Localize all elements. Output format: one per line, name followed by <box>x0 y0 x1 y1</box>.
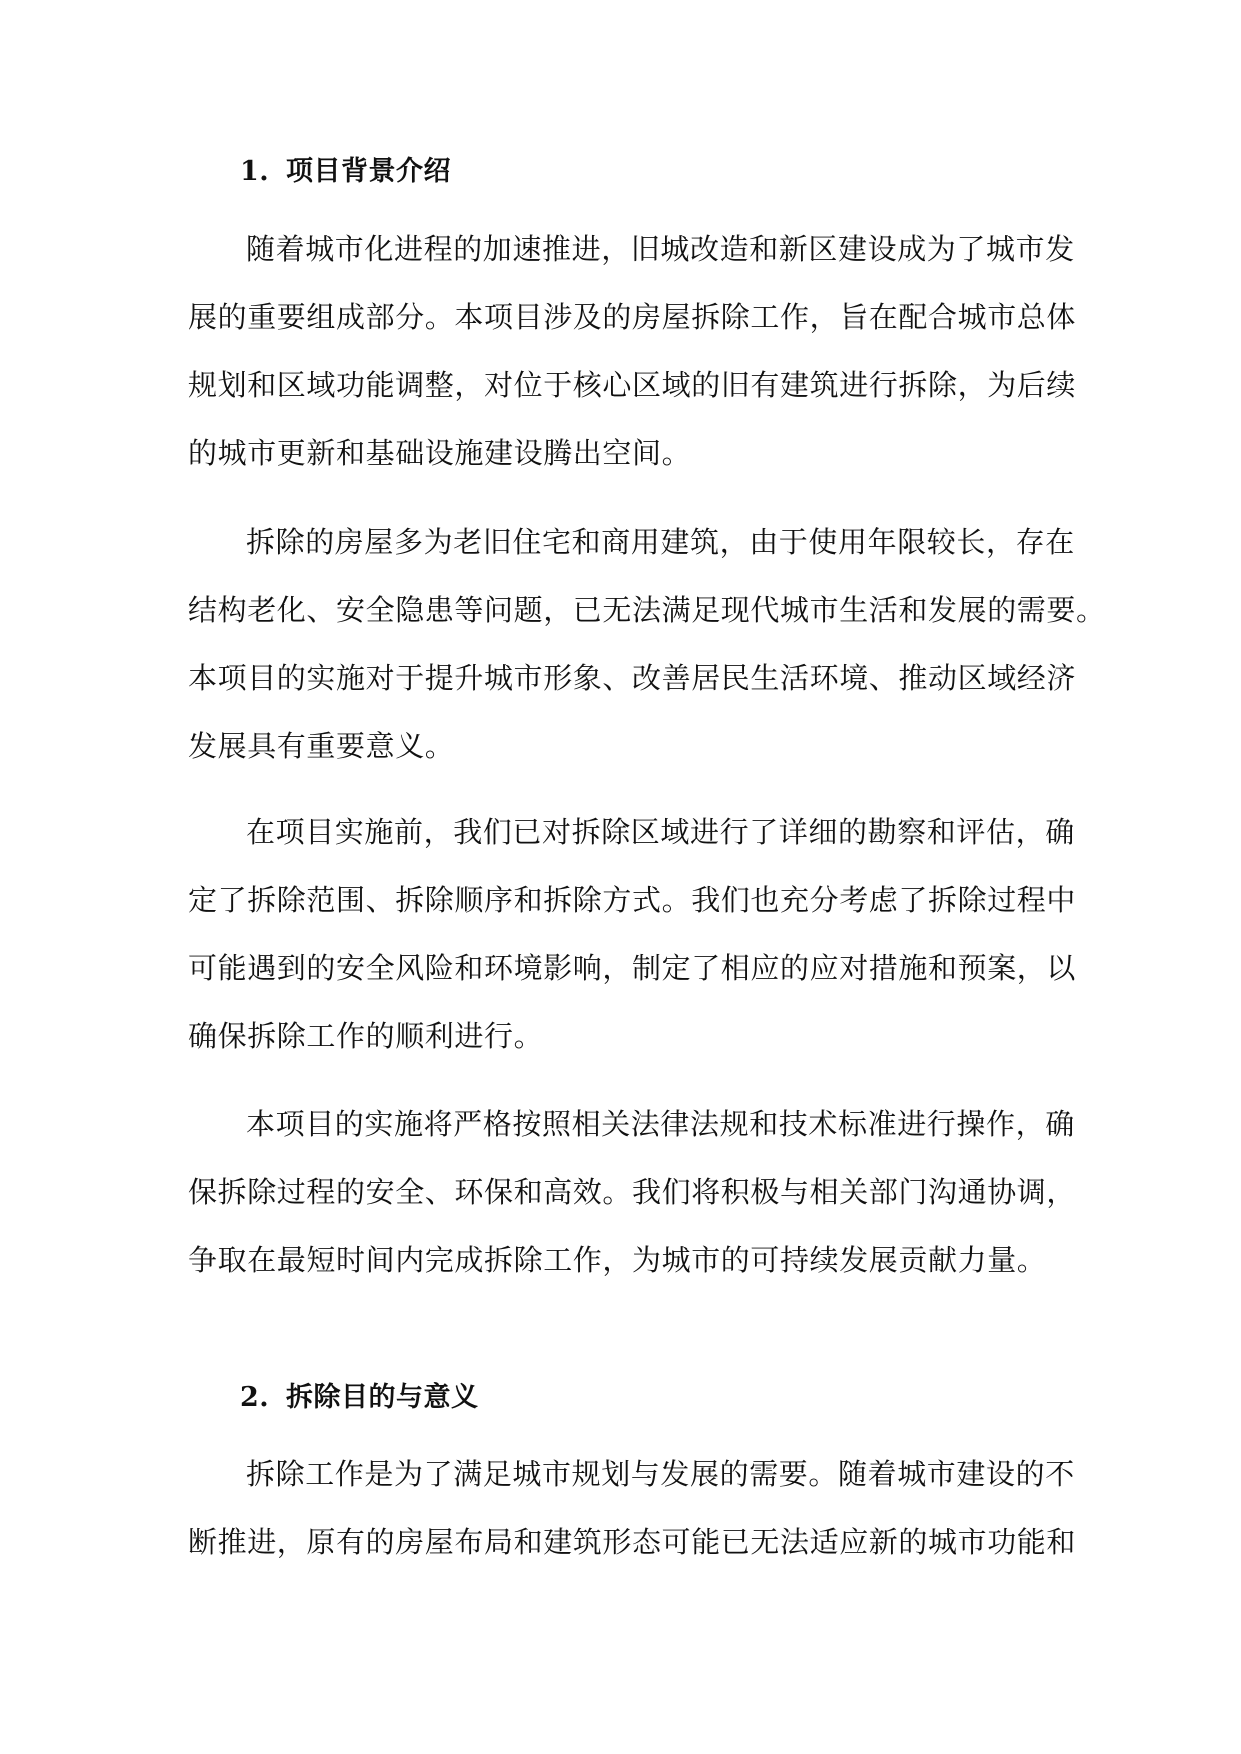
text-line: 规划和区域功能调整，对位于核心区域的旧有建筑进行拆除，为后续 <box>188 368 1077 402</box>
section-heading-2 <box>240 1378 479 1418</box>
text-line: 结构老化、安全隐患等问题，已无法满足现代城市生活和发展的需要。 <box>188 593 1106 627</box>
text-line: 定了拆除范围、拆除顺序和拆除方式。我们也充分考虑了拆除过程中 <box>188 883 1077 917</box>
text-line: 拆除工作是为了满足城市规划与发展的需要。随着城市建设的不 <box>246 1457 1075 1491</box>
text-line: 确保拆除工作的顺利进行。 <box>188 1019 544 1053</box>
text-line: 本项目的实施对于提升城市形象、改善居民生活环境、推动区域经济 <box>188 661 1077 695</box>
text-line: 拆除的房屋多为老旧住宅和商用建筑，由于使用年限较长，存在 <box>246 525 1075 559</box>
text-line: 的城市更新和基础设施建设腾出空间。 <box>188 436 692 470</box>
text-line: 可能遇到的安全风险和环境影响，制定了相应的应对措施和预案，以 <box>188 951 1077 985</box>
text-line: 保拆除过程的安全、环保和高效。我们将积极与相关部门沟通协调， <box>188 1175 1077 1209</box>
text-line: 展的重要组成部分。本项目涉及的房屋拆除工作，旨在配合城市总体 <box>188 300 1077 334</box>
section-title: 拆除目的与意义 <box>286 1382 479 1413</box>
section-heading-1 <box>240 152 451 192</box>
text-line: 随着城市化进程的加速推进，旧城改造和新区建设成为了城市发 <box>246 232 1075 266</box>
text-line: 发展具有重要意义。 <box>188 729 455 763</box>
text-line: 争取在最短时间内完成拆除工作，为城市的可持续发展贡献力量。 <box>188 1243 1047 1277</box>
text-line: 断推进，原有的房屋布局和建筑形态可能已无法适应新的城市功能和 <box>188 1525 1077 1559</box>
section-number: 1. <box>240 156 270 187</box>
text-line: 本项目的实施将严格按照相关法律法规和技术标准进行操作，确 <box>246 1107 1075 1141</box>
section-number: 2. <box>240 1382 270 1413</box>
text-line: 在项目实施前，我们已对拆除区域进行了详细的勘察和评估，确 <box>246 815 1075 849</box>
section-title: 项目背景介绍 <box>286 156 451 187</box>
